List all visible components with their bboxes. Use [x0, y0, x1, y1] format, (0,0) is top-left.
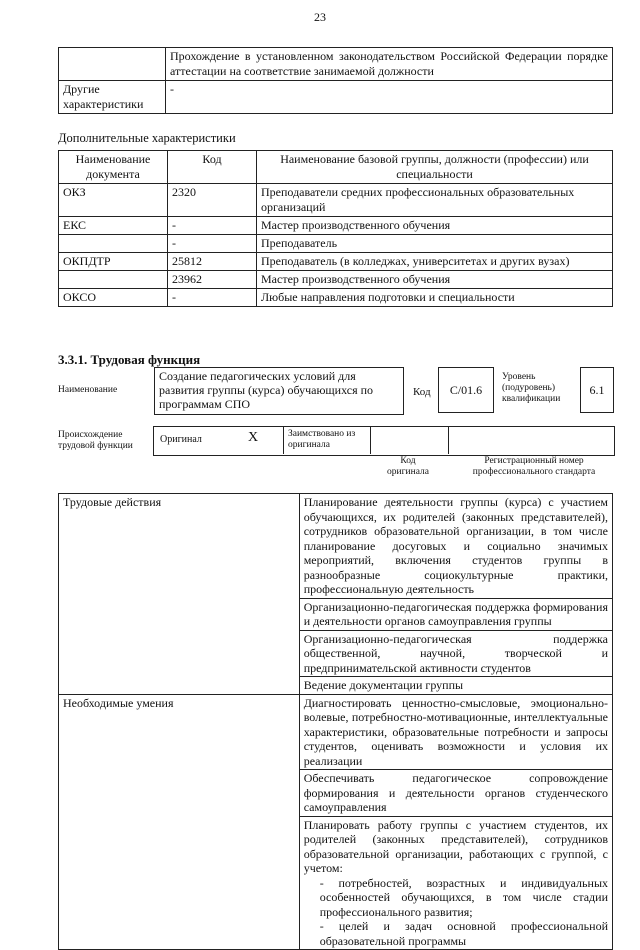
plan-item: - целей и задач основной профессиональной образовательной программы [319, 919, 608, 948]
table-row [59, 289, 613, 307]
skill-plan [299, 816, 612, 950]
level-value: 6.1 [580, 367, 614, 413]
row-code: - [168, 217, 257, 235]
skills-label: Необходимые умения [59, 694, 300, 950]
top-table-empty-cell [59, 48, 166, 81]
origin-box [153, 426, 615, 456]
table-row [59, 217, 613, 235]
table-row [59, 184, 613, 217]
row-name: Любые направления подготовки и специальности [257, 289, 613, 307]
origin-divider [370, 426, 371, 454]
origin-divider [448, 426, 449, 454]
row-name: Преподаватель (в колледжах, университетах и других вузах) [257, 253, 613, 271]
other-characteristics-label: Другие характеристики [59, 81, 166, 114]
function-name-label: Наименование [58, 385, 118, 395]
action-item: Планирование деятельности группы (курса) с участием обучающихся, их родителей (законных представителей), сотрудников образовательной организации, в том числе планирование досуговых и социально значимых мероприятий, включения студентов группы в разнообразные социокультурные практики, профессиональную деятельность [299, 494, 612, 599]
action-item: Организационно-педагогическая поддержка общественной, научной, творческой и предпринимательской активности студентов [299, 630, 612, 677]
row-doc: ОКСО [59, 289, 168, 307]
row-code: 25812 [168, 253, 257, 271]
reg-caption: Регистрационный номер профессионального стандарта [472, 456, 596, 477]
code-value: С/01.6 [438, 367, 494, 413]
origin-divider [283, 426, 284, 454]
original-mark: X [248, 430, 259, 445]
details-table [58, 493, 613, 950]
header-name: Наименование базовой группы, должности (профессии) или специальности [257, 151, 613, 184]
other-characteristics-value: - [166, 81, 613, 114]
row-code: - [168, 235, 257, 253]
plan-item: - потребностей, возрастных и индивидуальных особенностей обучающихся, в том числе стадии профессионального развития; [319, 875, 608, 919]
table-row [59, 253, 613, 271]
table-row [59, 271, 613, 289]
additional-table [58, 150, 613, 307]
function-name-value: Создание педагогических условий для развития группы (курса) обучающихся по программам СПО [154, 367, 404, 415]
row-name: Преподаватели средних профессиональных образовательных организаций [257, 184, 613, 217]
row-name: Мастер производственного обучения [257, 217, 613, 235]
row-doc: ОКЗ [59, 184, 168, 217]
plan-text: Планировать работу группы с участием студентов, их родителей (законных представителей), сотрудников образовательной организации, работающих с группой, с учетом: [303, 817, 608, 875]
top-table-row1-text: Прохождение в установленном законодательством Российской Федерации порядке аттестации на соответствие занимаемой должности [166, 48, 613, 81]
row-doc: ЕКС [59, 217, 168, 235]
skill-item: Обеспечивать педагогическое сопровождение формирования и деятельности органов студенческого самоуправления [299, 770, 612, 817]
code-label: Код [413, 386, 431, 398]
row-doc: ОКПДТР [59, 253, 168, 271]
row-name: Мастер производственного обучения [257, 271, 613, 289]
original-label: Оригинал [160, 434, 202, 445]
header-doc: Наименование документа [59, 151, 168, 184]
level-label: Уровень (подуровень) квалификации [502, 372, 561, 404]
skill-item: Диагностировать ценностно-смысловые, эмоционально-волевые, потребностно-мотивационные, интеллектуальные характеристики, образовательные потребности и запросы студентов, оценивать возможности и условия их реализации [299, 694, 612, 770]
row-code: - [168, 289, 257, 307]
actions-label: Трудовые действия [59, 494, 300, 695]
additional-title: Дополнительные характеристики [58, 131, 236, 145]
action-item: Организационно-педагогическая поддержка формирования и деятельности органов самоуправления группы [299, 598, 612, 630]
page-number: 23 [314, 10, 326, 24]
top-table [58, 47, 613, 114]
table-row [59, 235, 613, 253]
action-item: Ведение документации группы [299, 677, 612, 695]
header-code: Код [168, 151, 257, 184]
row-name: Преподаватель [257, 235, 613, 253]
row-doc [59, 235, 168, 253]
origin-label: Происхождение трудовой функции [58, 430, 133, 451]
row-code: 2320 [168, 184, 257, 217]
row-code: 23962 [168, 271, 257, 289]
code-caption: Код оригинала [387, 456, 429, 477]
borrowed-label: Заимствовано из оригинала [288, 429, 356, 450]
function-title: 3.3.1. Трудовая функция [58, 352, 201, 367]
row-doc [59, 271, 168, 289]
